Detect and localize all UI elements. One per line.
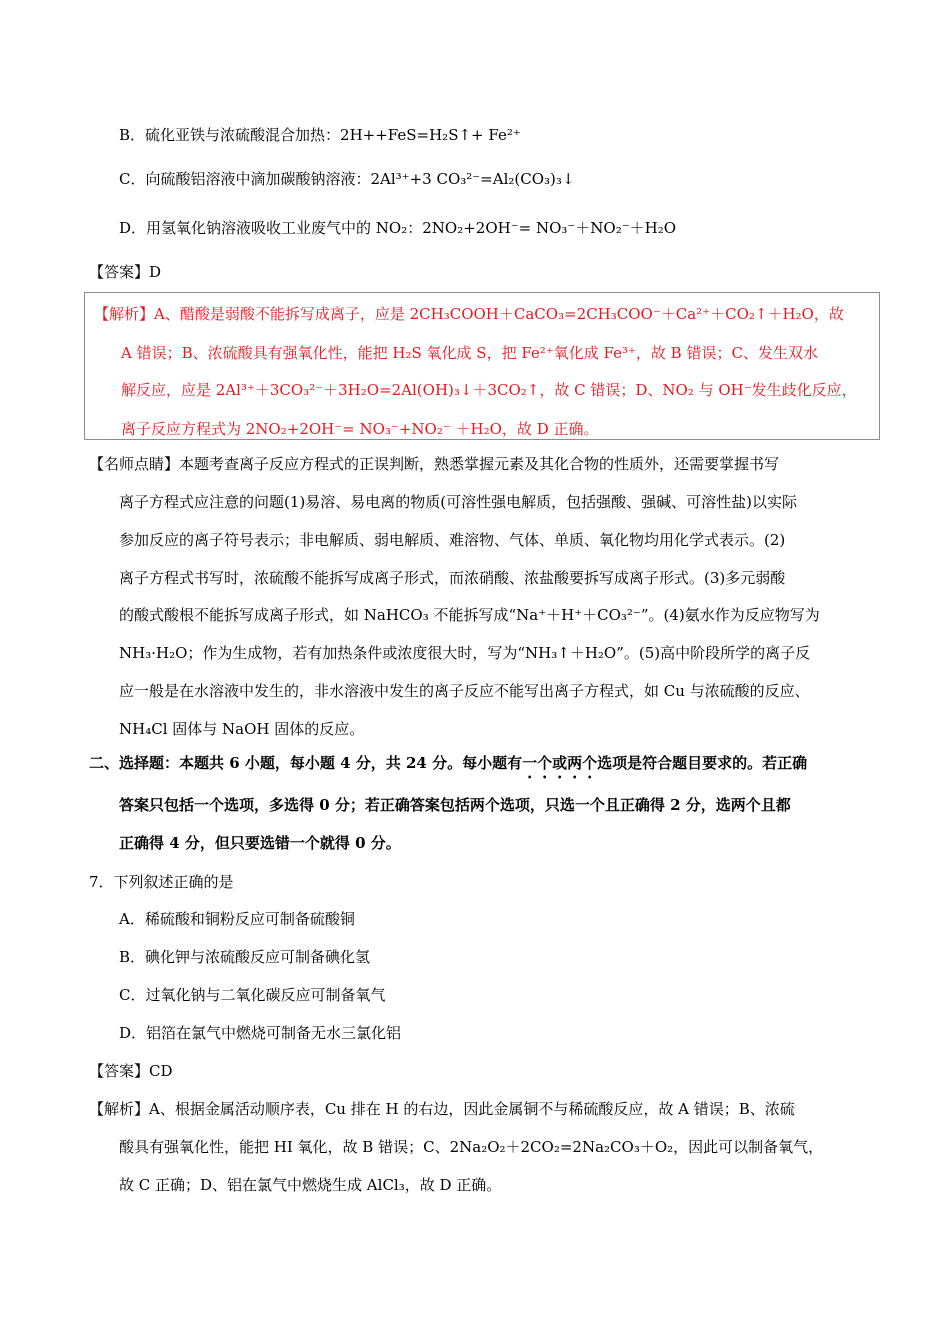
q6-tips-line-2: 离子方程式应注意的问题(1)易溶、易电离的物质(可溶性强电解质，包括强酸、强碱、可溶性盐)以实际 [119,493,797,511]
section2-heading-text-b: 选项是符合题目要求的。若正确 [597,754,808,772]
q6-tips-line-3: 参加反应的离子符号表示；非电解质、弱电解质、难溶物、气体、单质、氧化物均用化学式表示。(2) [119,531,786,549]
q6-tips-line-6: NH₃·H₂O；作为生成物，若有加热条件或浓度很大时，写为“NH₃↑＋H₂O”。(5)高中阶段所学的离子反 [119,644,811,662]
q7-option-c: C．过氧化钠与二氧化碳反应可制备氧气 [119,986,386,1004]
q6-analysis-line-2: A 错误；B、浓硫酸具有强氧化性，能把 H₂S 氧化成 S，把 Fe²⁺氧化成 Fe³⁺，故 B 错误；C、发生双水 [121,344,818,362]
q6-tips-line-4: 离子方程式书写时，浓硫酸不能拆写成离子形式，而浓硝酸、浓盐酸要拆写成离子形式。(3)多元弱酸 [119,569,786,587]
section2-emphasis-text: 一个或两个 [522,754,598,772]
q6-option-b: B．硫化亚铁与浓硫酸混合加热：2H++FeS=H₂S↑+ Fe²⁺ [119,126,521,144]
section2-heading-text-a: 二、选择题：本题共 6 小题，每小题 4 分，共 24 分。每小题有 [89,754,523,772]
q7-option-d: D．铝箔在氯气中燃烧可制备无水三氯化铝 [119,1024,402,1042]
q6-analysis-line-4: 离子反应方程式为 2NO₂+2OH⁻= NO₃⁻+NO₂⁻ ＋H₂O，故 D 正确。 [121,420,599,438]
q6-analysis-line-3: 解反应，应是 2Al³⁺＋3CO₃²⁻＋3H₂O=2Al(OH)₃↓＋3CO₂↑，故 C 错误；D、NO₂ 与 OH⁻发生歧化反应， [121,381,857,399]
q7-answer: 【答案】CD [89,1062,173,1080]
q7-analysis-line-1: 【解析】A、根据金属活动顺序表，Cu 排在 H 的右边，因此金属铜不与稀硫酸反应，故 A 错误；B、浓硫 [89,1100,795,1118]
q7-stem: 7．下列叙述正确的是 [89,873,234,891]
q6-tips-line-7: 应一般是在水溶液中发生的，非水溶液中发生的离子反应不能写出离子方程式，如 Cu 与浓硫酸的反应、 [119,682,810,700]
q7-option-b: B．碘化钾与浓硫酸反应可制备碘化氢 [119,948,371,966]
q6-analysis-line-1: 【解析】A、醋酸是弱酸不能拆写成离子，应是 2CH₃COOH＋CaCO₃=2CH₃COO⁻＋Ca²⁺＋CO₂↑＋H₂O，故 [94,305,844,323]
q6-tips-line-5: 的酸式酸根不能拆写成离子形式，如 NaHCO₃ 不能拆写成“Na⁺＋H⁺＋CO₃²⁻”。(4)氨水作为反应物写为 [119,606,820,624]
q6-tips-line-1: 【名师点睛】本题考查离子反应方程式的正误判断，熟悉掌握元素及其化合物的性质外，还需要掌握书写 [89,455,780,473]
q7-analysis-line-3: 故 C 正确；D、铝在氯气中燃烧生成 AlCl₃，故 D 正确。 [119,1176,502,1194]
section2-heading-line-1 [89,753,807,782]
q6-tips-line-8: NH₄Cl 固体与 NaOH 固体的反应。 [119,720,365,738]
q6-option-c: C．向硫酸铝溶液中滴加碳酸钠溶液：2Al³⁺+3 CO₃²⁻=Al₂(CO₃)₃↓ [119,170,575,188]
q6-answer: 【答案】D [89,263,162,281]
section2-heading-line-3: 正确得 4 分，但只要选错一个就得 0 分。 [119,834,401,852]
section2-heading-line-2: 答案只包括一个选项，多选得 0 分；若正确答案包括两个选项，只选一个且正确得 2 分，选两个且都 [119,796,791,814]
q6-option-d: D．用氢氧化钠溶液吸收工业废气中的 NO₂：2NO₂+2OH⁻= NO₃⁻＋NO₂⁻＋H₂O [119,219,677,237]
q7-analysis-line-2: 酸具有强氧化性，能把 HI 氧化，故 B 错误；C、2Na₂O₂＋2CO₂=2Na₂CO₃＋O₂，因此可以制备氧气， [119,1138,824,1156]
q7-option-a: A．稀硫酸和铜粉反应可制备硫酸铜 [119,910,355,928]
